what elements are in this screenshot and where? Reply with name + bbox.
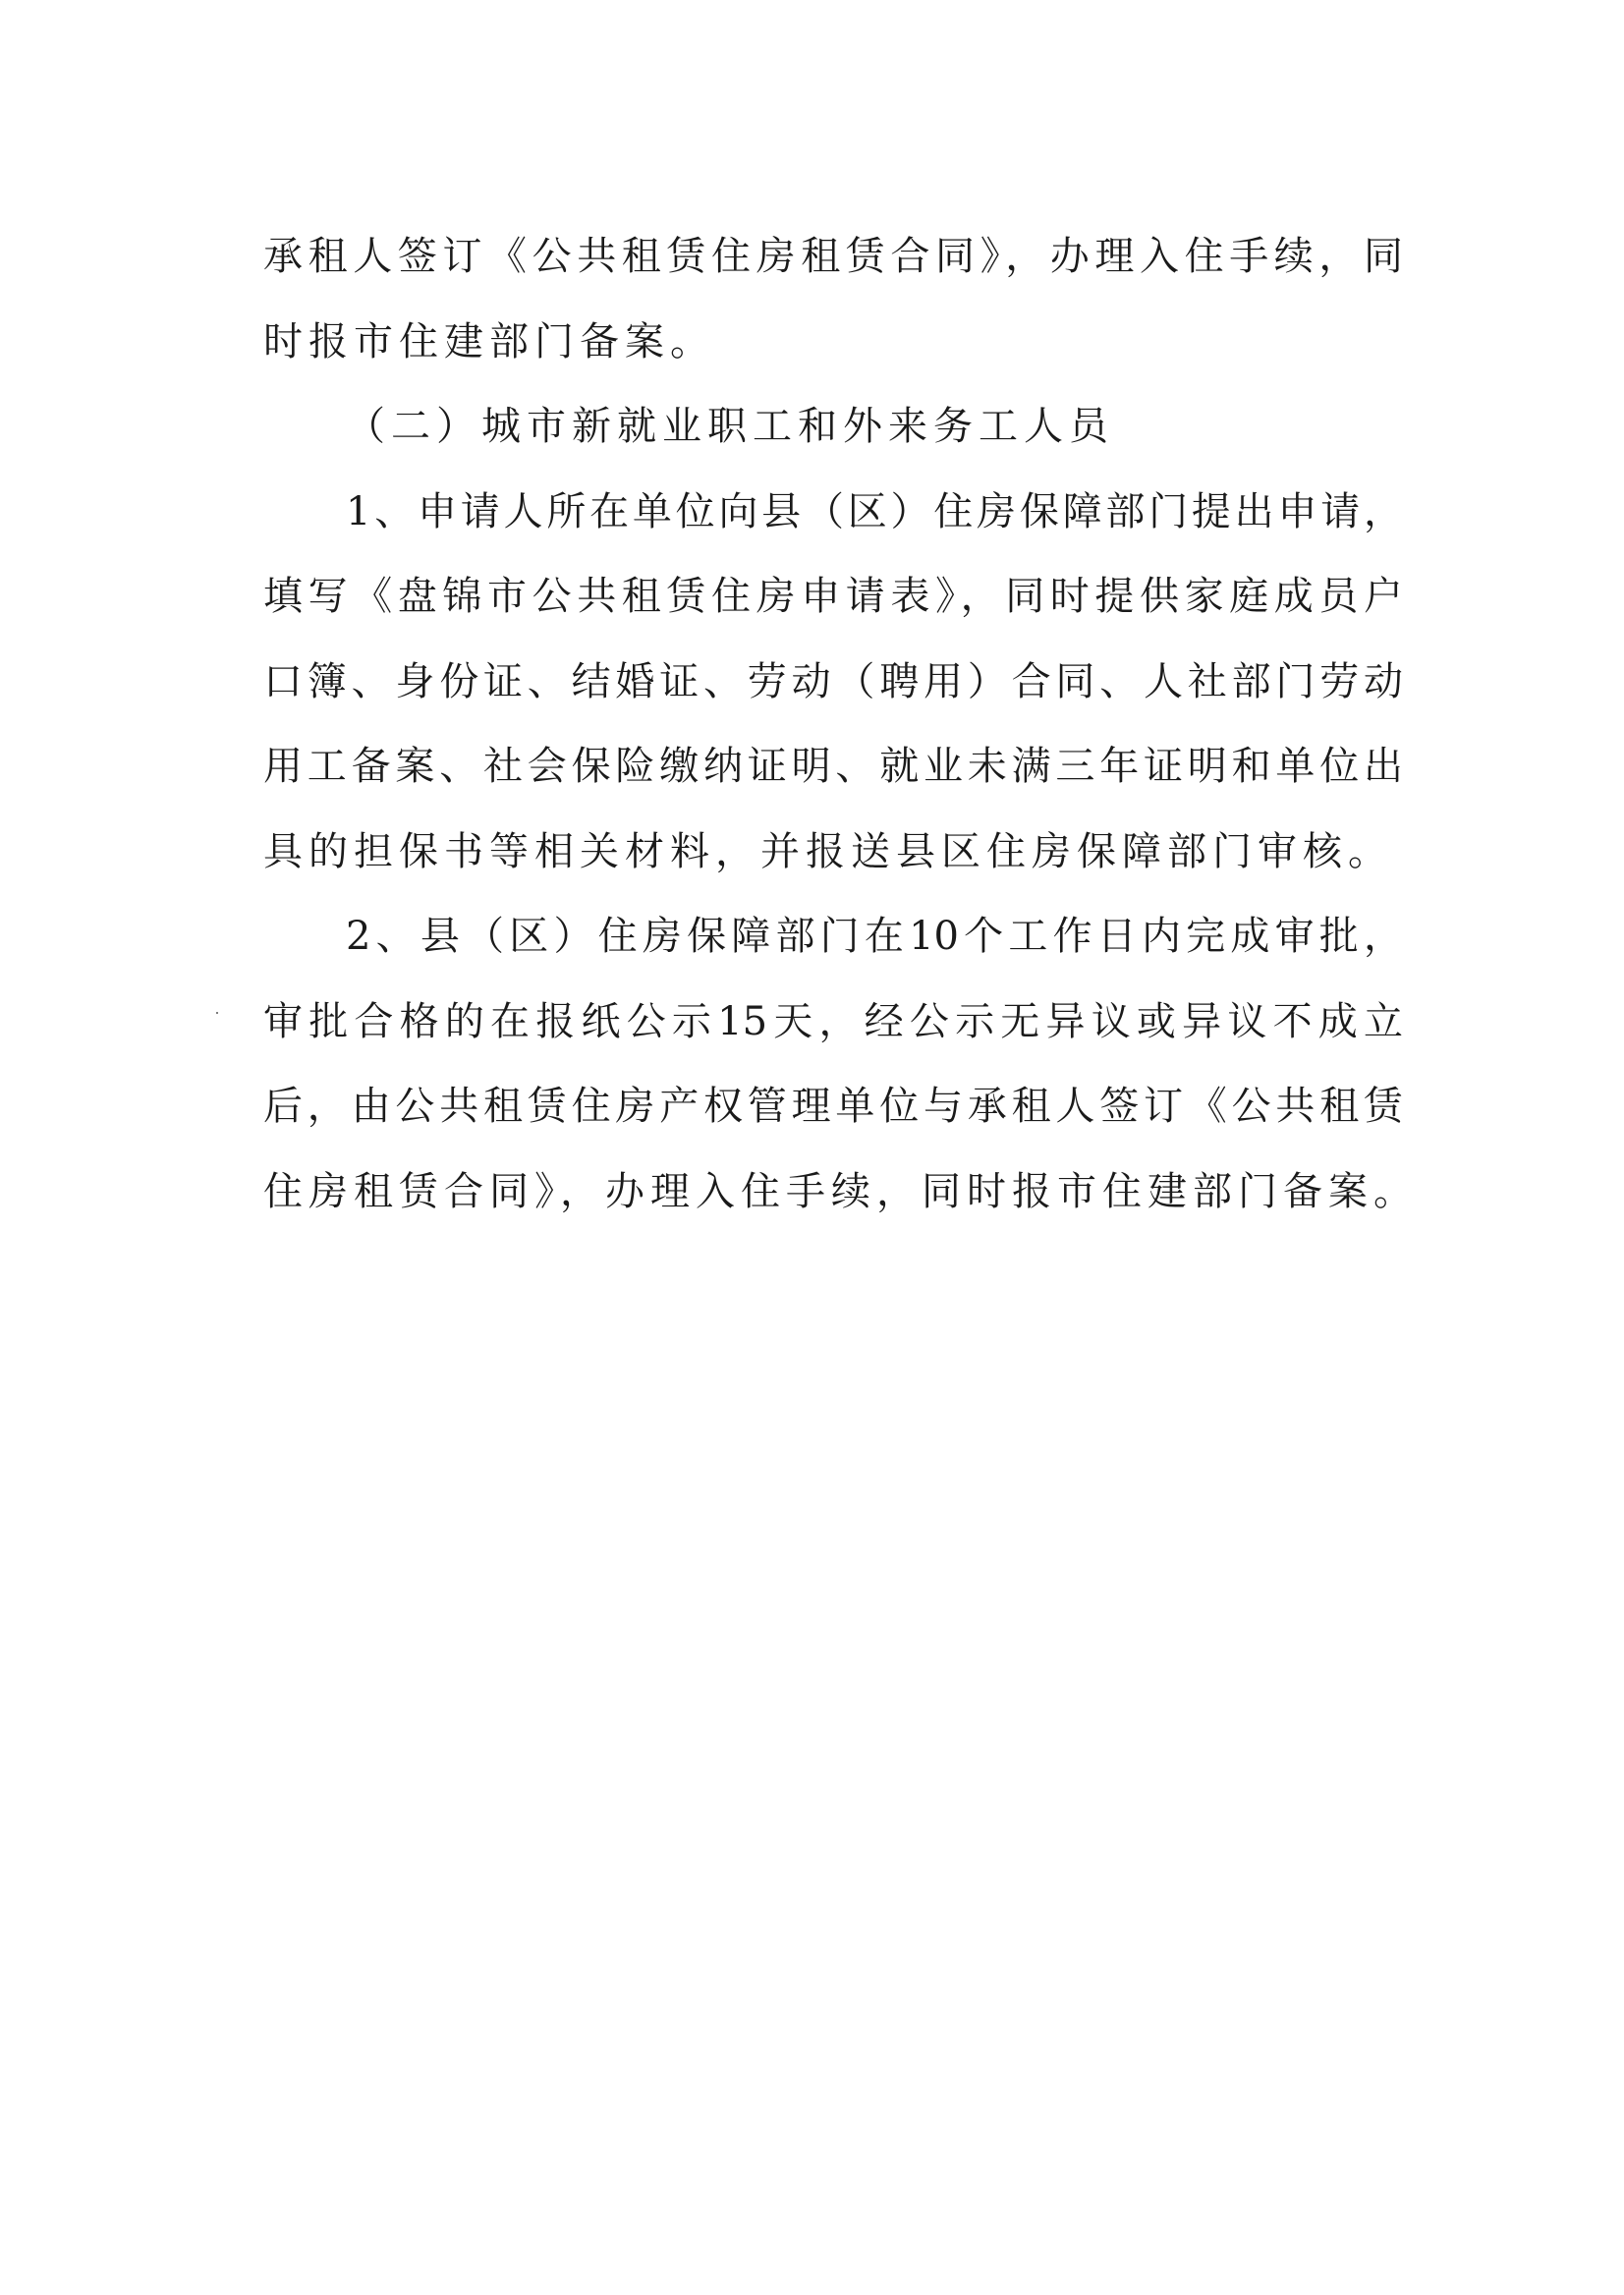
paragraph-line: 具的担保书等相关材料，并报送县区住房保障部门审核。 xyxy=(263,828,1393,874)
paragraph-line: 承租人签订《公共租赁住房租赁合同》，办理入住手续，同 xyxy=(263,234,1403,279)
paragraph-line: 口簿、身份证、结婚证、劳动（聘用）合同、人社部门劳动 xyxy=(263,658,1403,704)
paragraph-line: 后，由公共租赁住房产权管理单位与承租人签订《公共租赁 xyxy=(263,1084,1403,1129)
paragraph-line: 1、申请人所在单位向县（区）住房保障部门提出申请， xyxy=(346,488,1403,534)
paragraph-line: 时报市住建部门备案。 xyxy=(263,318,715,364)
scan-speck xyxy=(216,1012,218,1014)
paragraph-line: 住房租赁合同》，办理入住手续，同时报市住建部门备案。 xyxy=(263,1168,1419,1214)
section-heading: （二）城市新就业职工和外来务工人员 xyxy=(346,404,1114,449)
paragraph-line: 2、县（区）住房保障部门在10个工作日内完成审批， xyxy=(346,914,1403,959)
paragraph-line: 填写《盘锦市公共租赁住房申请表》，同时提供家庭成员户 xyxy=(263,574,1403,619)
body-text xyxy=(263,214,1419,1234)
paragraph-line: 用工备案、社会保险缴纳证明、就业未满三年证明和单位出 xyxy=(263,744,1403,789)
paragraph-line: 审批合格的在报纸公示15天，经公示无异议或异议不成立 xyxy=(263,998,1403,1044)
